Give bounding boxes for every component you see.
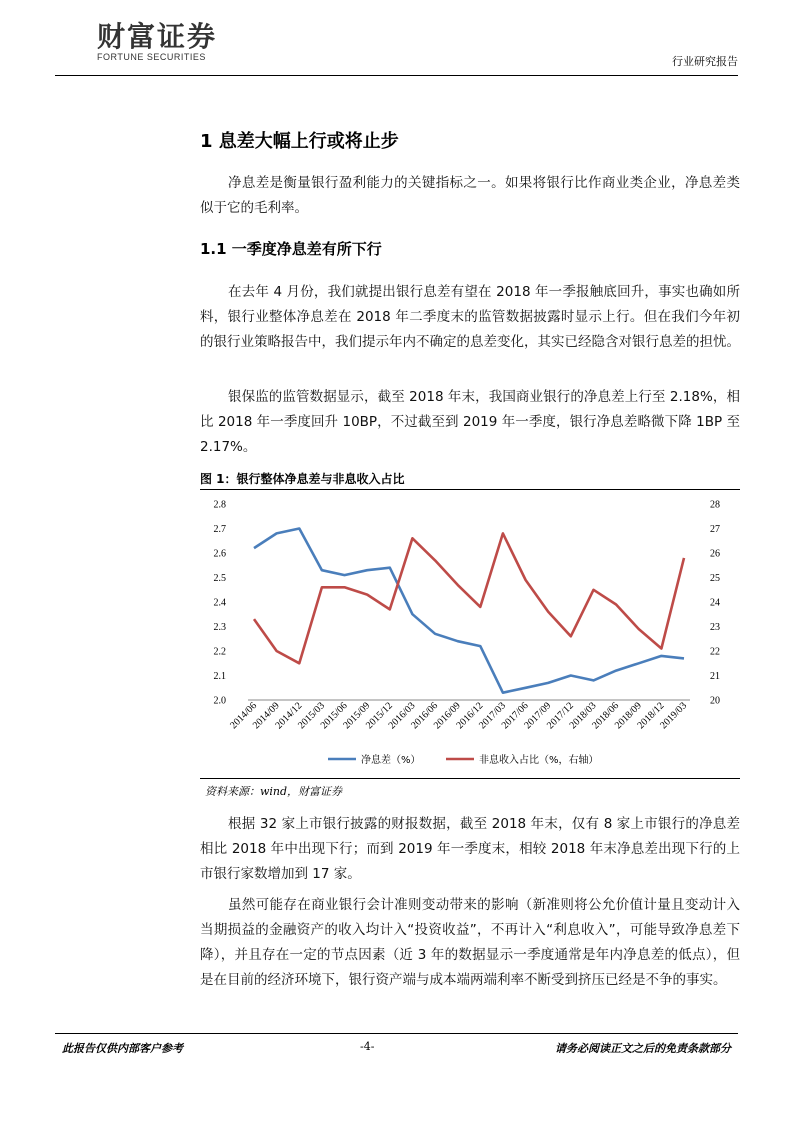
y-right-tick-label: 27 [710,524,720,535]
section-1-1-paragraph-1: 在去年 4 月份，我们就提出银行息差有望在 2018 年一季报触底回升，事实也确如所料，银行业整体净息差在 2018 年二季度末的监管数据披露时显示上行。但在我们今年初的银行业策略报告中，我们提示年内不确定的息差变化，其实已经隐含对银行息差的担忧。 [200,284,740,350]
logo-chinese: 财富证券 [97,20,218,53]
net-interest-margin-chart [200,490,740,776]
x-tick-label: 2016/03 [386,700,418,732]
y-right-tick-label: 21 [710,671,720,682]
section-1-heading: 1 息差大幅上行或将止步 [200,131,399,152]
x-tick-label: 2015/06 [318,700,350,732]
y-left-tick-label: 2.8 [213,499,226,511]
y-right-tick-label: 24 [710,597,720,609]
y-right-tick-label: 20 [710,695,720,707]
company-logo [97,20,237,62]
figure-1-title: 图 1：银行整体净息差与非息收入占比 [200,472,405,486]
y-right-tick-label: 28 [710,499,720,511]
y-right-tick-label: 25 [710,573,720,584]
x-tick-label: 2016/06 [409,700,441,732]
section-1-1-heading: 1.1 一季度净息差有所下行 [200,240,382,258]
y-left-tick-label: 2.2 [213,646,226,658]
y-left-tick-label: 2.1 [213,671,226,682]
x-tick-label: 2016/12 [454,700,486,732]
x-tick-label: 2018/09 [612,700,644,732]
x-tick-label: 2015/12 [363,700,395,732]
x-tick-label: 2014/09 [250,700,282,732]
page-number: -4- [360,1040,375,1053]
y-left-tick-label: 2.4 [213,597,226,609]
section-1-1-paragraph-3: 根据 32 家上市银行披露的财报数据，截至 2018 年末，仅有 8 家上市银行的净息差相比 2018 年中出现下行；而到 2019 年一季度末，相较 2018 年末净息差出现下行的上市银行家数增加到 17 家。 [200,816,740,882]
x-tick-label: 2018/06 [590,700,622,732]
x-tick-label: 2015/03 [296,700,328,732]
y-right-tick-label: 22 [710,646,720,658]
report-type: 行业研究报告 [672,55,738,68]
logo-english: FORTUNE SECURITIES [97,52,206,62]
x-tick-label: 2017/03 [477,700,509,732]
x-tick-label: 2016/09 [431,700,463,732]
legend-label-2: 非息收入占比（%，右轴） [479,755,599,766]
footer-notice: 请务必阅读正文之后的免责条款部分 [555,1042,731,1055]
y-right-tick-label: 26 [710,548,720,560]
section-1-paragraph: 净息差是衡量银行盈利能力的关键指标之一。如果将银行比作商业类企业，净息差类似于它的毛利率。 [200,175,740,216]
footer-divider [55,1033,738,1034]
section-1-1-paragraph-4: 虽然可能存在商业银行会计准则变动带来的影响（新准则将公允价值计量且变动计入当期损益的金融资产的收入均计入“投资收益”，不再计入“利息收入”，可能导致净息差下降），并且存在一定的节点因素（近 3 年的数据显示一季度通常是年内净息差的低点），但是在目前的经济环境下，银行资产端与成本端两端利率不断受到挤压已经是不争的事实。 [200,897,740,988]
x-tick-label: 2014/06 [228,700,260,732]
section-1-1-paragraph-2: 银保监的监管数据显示，截至 2018 年末，我国商业银行的净息差上行至 2.18%，相比 2018 年一季度回升 10BP，不过截至到 2019 年一季度，银行净息差略微下降 1BP 至 2.17%。 [200,389,740,455]
x-tick-label: 2014/12 [273,700,305,732]
x-tick-label: 2017/09 [522,700,554,732]
y-left-tick-label: 2.3 [213,622,226,633]
header-divider [55,75,738,76]
x-tick-label: 2018/12 [635,700,667,732]
x-tick-label: 2017/06 [499,700,531,732]
x-tick-label: 2019/03 [658,700,690,732]
figure-source: 资料来源：wind，财富证券 [205,785,343,798]
x-tick-label: 2017/12 [545,700,576,732]
y-left-tick-label: 2.0 [213,695,226,707]
y-left-tick-label: 2.6 [213,548,226,560]
x-tick-label: 2015/09 [341,700,373,732]
figure-bottom-rule [200,778,740,779]
legend-label-1: 净息差（%） [361,755,421,766]
series-line-1 [254,529,684,693]
footer-disclaimer: 此报告仅供内部客户参考 [62,1042,183,1055]
y-right-tick-label: 23 [710,622,720,633]
y-left-tick-label: 2.7 [213,524,226,535]
x-tick-label: 2018/03 [567,700,599,732]
y-left-tick-label: 2.5 [213,573,226,584]
